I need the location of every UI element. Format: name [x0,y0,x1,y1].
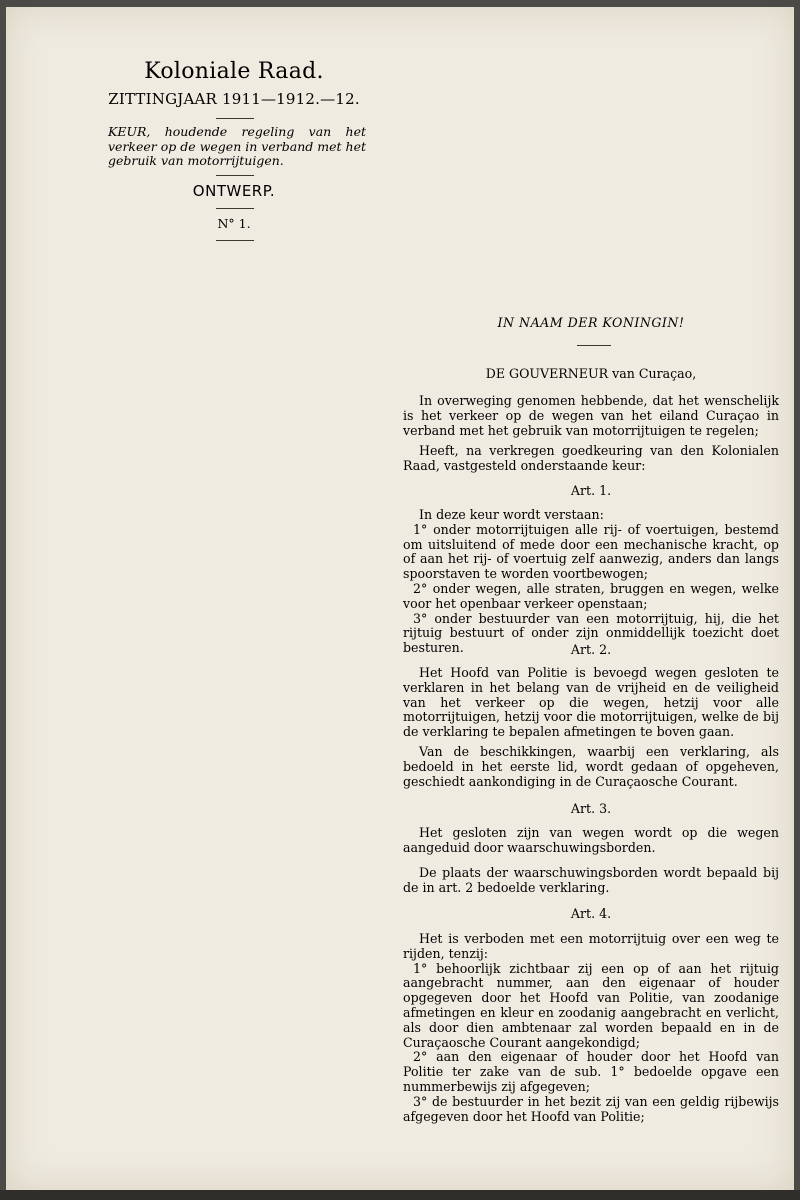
invocation-heading: IN NAAM DER KONINGIN! [497,315,685,330]
divider-rule [216,208,254,209]
article-4-heading: Art. 4. [570,906,612,921]
divider-rule [577,345,611,346]
article-2-p2-block [403,745,779,789]
document-status: ONTWERP. [192,182,276,200]
article-3-paragraph: De plaats der waarschuwingsborden wordt bepaald bij de in art. 2 bedoelde verklaring. [403,865,779,895]
article-3-p2-block [403,866,779,896]
divider-rule [216,240,254,241]
article-2-heading: Art. 2. [570,642,612,657]
article-2-paragraph: Van de beschikkingen, waarbij een verklaring, als bedoeld in het eerste lid, wordt gedaan of opgeheven, geschiedt aankondiging in de Curaçaosche Courant. [403,744,779,789]
scan-border [0,1190,800,1200]
article-2-paragraph: Het Hoofd van Politie is bevoegd wegen gesloten te verklaren in het belang van de vrijheid en de veiligheid van het verkeer op die wegen, hetzij voor alle motorrijtuigen, hetzij voor die motorrijtuigen, welke de bij de verklaring te bepalen afmetingen te boven gaan. [403,665,779,740]
article-1-item: 2° onder wegen, alle straten, bruggen en wegen, welke voor het openbaar verkeer openstaan; [403,580,779,611]
article-3-paragraph: Het gesloten zijn van wegen wordt op die wegen aangeduid door waarschuwingsborden. [403,825,779,855]
article-1-intro: In deze keur wordt verstaan: [419,507,604,522]
council-title: Koloniale Raad. [144,59,324,84]
article-3-p1-block [403,826,779,856]
article-1-item: 1° onder motorrijtuigen alle rij- of voertuigen, bestemd om uitsluitend of mede door een mechanische kracht, op of aan het rij- of voertuig zelf aanwezig, anders dan langs spoorstaven te worden voortbewogen; [403,521,779,582]
divider-rule [216,118,254,119]
preamble-enacted: Heeft, na verkregen goedkeuring van den Kolonialen Raad, vastgesteld onderstaande keur: [403,443,779,473]
article-1-item: 3° onder bestuurder van een motorrijtuig, hij, die het rijtuig bestuurt of onder zijn onmiddellijk toezicht doet besturen. [403,610,779,656]
divider-rule [216,175,254,176]
article-4-item: 1° behoorlijk zichtbaar zij een op of aan het rijtuig aangebracht nummer, aan den eigenaar of houder opgegeven door het Hoofd van Politie, van zoodanige afmetingen en kleur en zoodanig aangebracht en verlicht, als door dien ambtenaar zal worden bepaald en in de Curaçaosche Courant aangekondigd; [403,960,779,1050]
article-4-body [403,932,779,1124]
governor-line: DE GOUVERNEUR van Curaçao, [485,366,697,381]
document-subject: KEUR, houdende regeling van het verkeer op de wegen in verband met het gebruik van motorrijtuigen. [108,124,366,168]
preamble-considering: In overweging genomen hebbende, dat het wenschelijk is het verkeer op de wegen van het eiland Curaçao in verband met het gebruik van motorrijtuigen te regelen; [403,393,779,438]
article-3-heading: Art. 3. [570,801,612,816]
article-1-heading: Art. 1. [570,483,612,498]
article-4-intro: Het is verboden met een motorrijtuig over een weg te rijden, tenzij: [403,931,779,961]
preamble-considering-block [403,394,779,438]
article-4-item: 3° de bestuurder in het bezit zij van een geldig rijbewijs afgegeven door het Hoofd van Politie; [403,1093,779,1124]
article-4-item: 2° aan den eigenaar of houder door het Hoofd van Politie ter zake van de sub. 1° bedoelde opgave een nummerbewijs zij afgegeven; [403,1049,779,1094]
preamble-enacted-block [403,444,779,474]
session-year: ZITTINGJAAR 1911—1912.—12. [108,90,360,108]
article-2-p1-block [403,666,779,740]
article-1-body [403,508,779,656]
document-number: N° 1. [217,216,251,231]
